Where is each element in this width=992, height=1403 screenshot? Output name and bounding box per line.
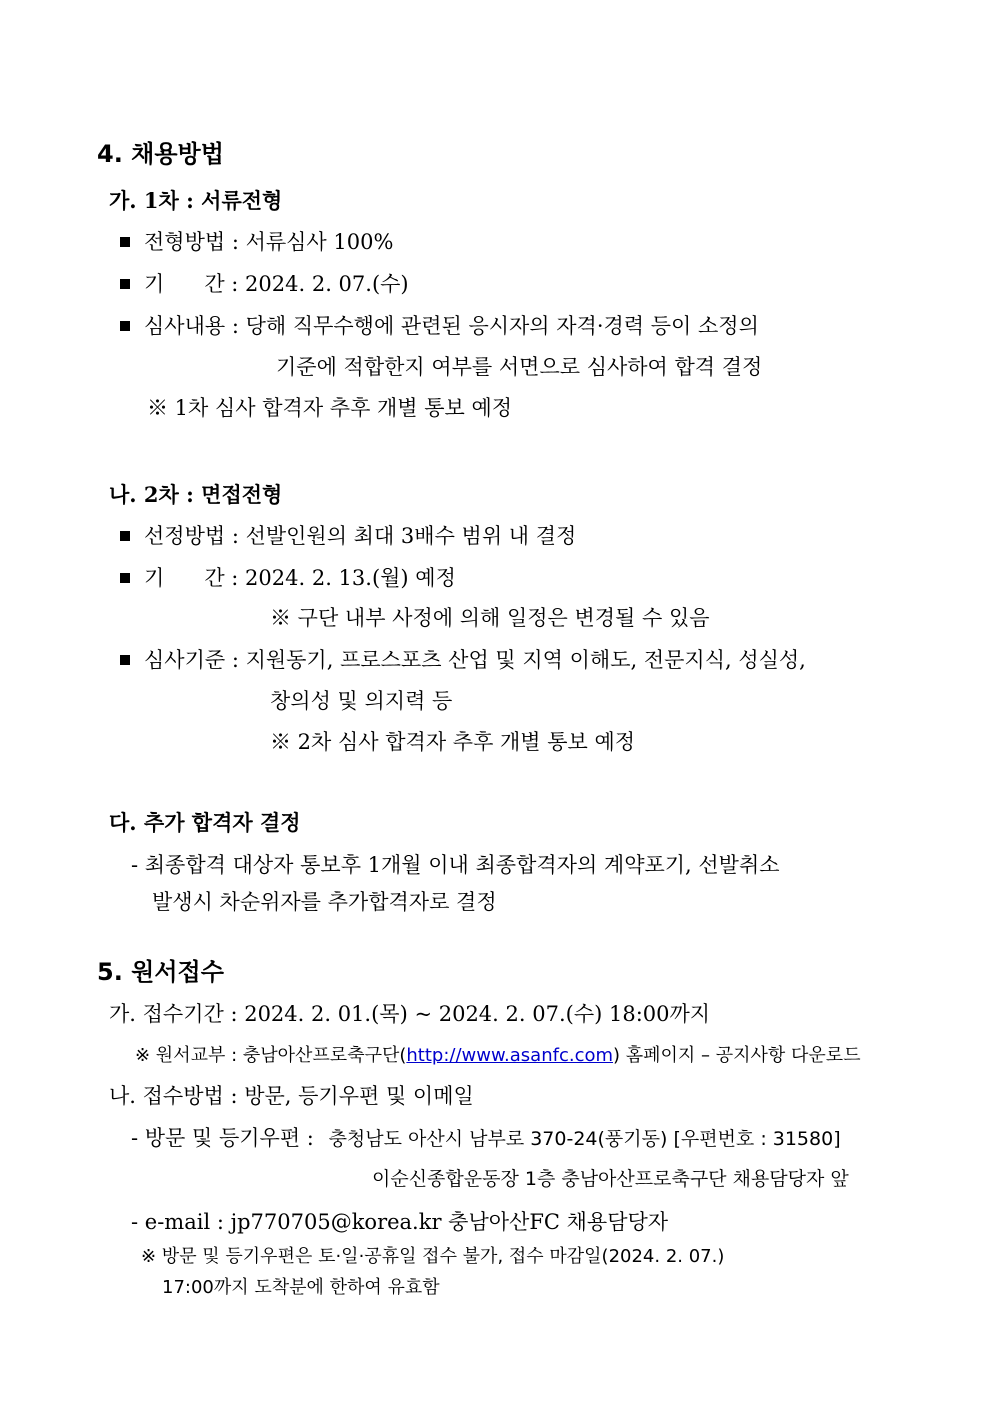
step1-method: 전형방법 : 서류심사 100%	[120, 232, 393, 253]
additional-pass-line2: 발생시 차순위자를 추가합격자로 결정	[152, 890, 497, 914]
form-distribution-note: ※ 원서교부 : 충남아산프로축구단(http://www.asanfc.com) 홈페이지 – 공지사항 다운로드	[135, 1045, 861, 1066]
square-bullet-icon	[120, 321, 130, 331]
additional-pass-line1: - 최종합격 대상자 통보후 1개월 이내 최종합격자의 계약포기, 선발취소	[131, 853, 780, 877]
application-method: 나. 접수방법 : 방문, 등기우편 및 이메일	[109, 1084, 474, 1108]
step2-criteria-continued: 창의성 및 의지력 등	[270, 689, 453, 713]
asanfc-homepage-link[interactable]: http://www.asanfc.com	[406, 1045, 614, 1066]
square-bullet-icon	[120, 655, 130, 665]
step1-period: 기 간 : 2024. 2. 07.(수)	[120, 274, 409, 295]
step2-period-note: ※ 구단 내부 사정에 의해 일정은 변경될 수 있음	[270, 606, 710, 630]
step2-selection: 선정방법 : 선발인원의 최대 3배수 범위 내 결정	[120, 526, 576, 547]
additional-pass-title: 다. 추가 합격자 결정	[109, 810, 301, 835]
application-period: 가. 접수기간 : 2024. 2. 01.(목) ~ 2024. 2. 07.(수) 18:00까지	[109, 1002, 711, 1026]
step2-title: 나. 2차 : 면접전형	[109, 482, 283, 507]
step2-criteria: 심사기준 : 지원동기, 프로스포츠 산업 및 지역 이해도, 전문지식, 성실성,	[120, 650, 806, 671]
postal-address-continued: 이순신종합운동장 1층 충남아산프로축구단 채용담당자 앞	[372, 1168, 849, 1190]
step1-content: 심사내용 : 당해 직무수행에 관련된 응시자의 자격·경력 등이 소정의	[120, 316, 906, 337]
step1-content-continued: 기준에 적합한지 여부를 서면으로 심사하여 합격 결정	[276, 355, 763, 379]
square-bullet-icon	[120, 573, 130, 583]
email-line: - e-mail : jp770705@korea.kr 충남아산FC 채용담당자	[131, 1210, 669, 1234]
section-4-title: 4. 채용방법	[97, 140, 224, 168]
postal-address: 충청남도 아산시 남부로 370-24(풍기동) [우편번호 : 31580]	[328, 1128, 841, 1150]
square-bullet-icon	[120, 237, 130, 247]
square-bullet-icon	[120, 531, 130, 541]
submission-note: ※ 방문 및 등기우편은 토·일·공휴일 접수 불가, 접수 마감일(2024. 2. 07.)	[141, 1246, 725, 1267]
step2-note: ※ 2차 심사 합격자 추후 개별 통보 예정	[270, 730, 636, 754]
visit-mail-line: - 방문 및 등기우편 : 충청남도 아산시 남부로 370-24(풍기동) [우편번호 : 31580]	[131, 1126, 841, 1150]
step2-period: 기 간 : 2024. 2. 13.(월) 예정	[120, 568, 456, 589]
square-bullet-icon	[120, 279, 130, 289]
submission-note-continued: 17:00까지 도착분에 한하여 유효함	[162, 1277, 440, 1298]
section-5-title: 5. 원서접수	[97, 958, 224, 986]
step1-title: 가. 1차 : 서류전형	[109, 188, 283, 213]
step1-note: ※ 1차 심사 합격자 추후 개별 통보 예정	[147, 396, 513, 420]
